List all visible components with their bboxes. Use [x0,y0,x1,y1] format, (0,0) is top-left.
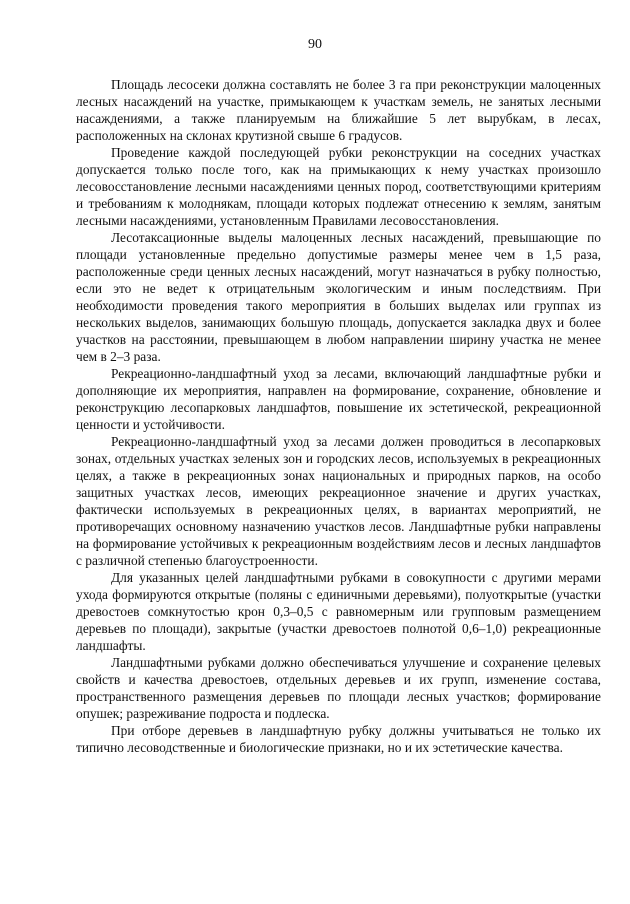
paragraph-recreational-care-areas: Рекреационно-ландшафтный уход за лесами должен проводиться в лесопарковых зонах, отдельных участках зеленых зон и городских лесов, используемых в рекреационных целях, а также в рекреационных зонах национальных и природных парков, на особо защитных участках лесов, имеющих рекреационное значение и других участках, фактически используемых в рекреационных целях, в вариантах мероприятий, не противоречащих основному назначению участков лесов. Ландшафтные рубки направлены на формирование устойчивых к рекреационным воздействиям лесов и лесных ландшафтов с различной степенью благоустроенности. [76,434,601,568]
page-number: 90 [308,37,322,52]
paragraph-subsequent-reconstruction: Проведение каждой последующей рубки реконструкции на соседних участках допускается только после того, как на примыкающих к нему участках произошло лесовосстановление лесными насаждениями ценных пород, соответствующими критериям и требованиям к молоднякам, площади которых подлежат отнесению к землям, занятым лесными насаждениями, установленным Правилами лесовосстановления. [76,145,601,228]
paragraph-tree-selection: При отборе деревьев в ландшафтную рубку должны учитываться не только их типично лесоводственные и биологические признаки, но и их эстетические качества. [76,723,601,755]
paragraph-cutting-area-size: Площадь лесосеки должна составлять не более 3 га при реконструкции малоценных лесных насаждений на участке, примыкающем к участкам земель, не занятых лесными насаждениями, а также планируемым на ближайшие 5 лет вырубкам, в лесах, расположенных на склонах крутизной свыше 6 градусов. [76,77,601,143]
paragraph-taxation-units: Лесотаксационные выделы малоценных лесных насаждений, превышающие по площади установленные предельно допустимые размеры менее чем в 1,5 раза, расположенные среди ценных лесных насаждений, могут назначаться в рубку полностью, если это не ведет к отрицательным экологическим и иным последствиям. При необходимости проведения такого мероприятия в больших выделах или группах из нескольких выделов, занимающих большую площадь, допускается закладка двух и более участков на расстоянии, превышающем в любом направлении ширину участка не менее чем в 2–3 раза. [76,230,601,364]
paragraph-landscape-cutting-goals: Ландшафтными рубками должно обеспечиваться улучшение и сохранение целевых свойств и качества древостоев, отдельных деревьев и их групп, изменение состава, пространственного размещения деревьев по площади лесных участков; формирование опушек; разреживание подроста и подлеска. [76,655,601,721]
paragraph-recreational-care-purpose: Рекреационно-ландшафтный уход за лесами, включающий ландшафтные рубки и дополняющие их мероприятия, направлен на формирование, сохранение, обновление и реконструкцию лесопарковых ландшафтов, повышение их эстетической, рекреационной ценности и устойчивости. [76,366,601,432]
document-body [76,76,601,756]
paragraph-landscape-types: Для указанных целей ландшафтными рубками в совокупности с другими мерами ухода формируются открытые (поляны с единичными деревьями), полуоткрытые (участки древостоев сомкнутостью крон 0,3–0,5 с равномерным или групповым размещением деревьев по площади), закрытые (участки древостоев полнотой 0,6–1,0) рекреационные ландшафты. [76,570,601,653]
